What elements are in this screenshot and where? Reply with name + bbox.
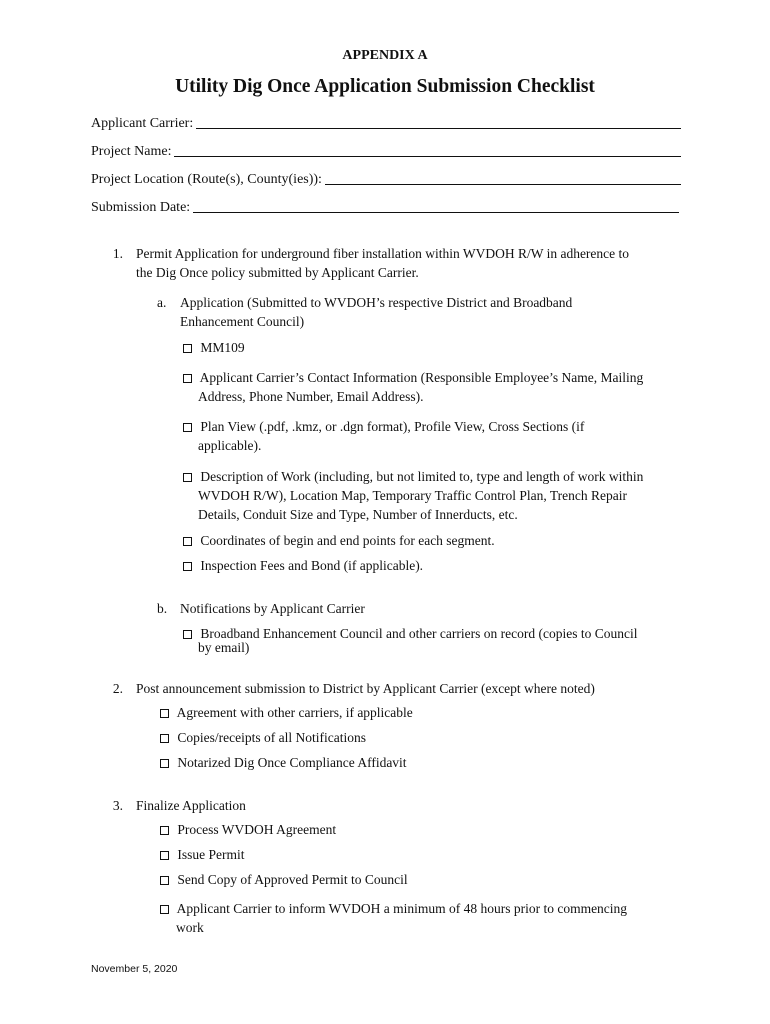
checklist-item-label: Copies/receipts of all Notifications <box>177 730 366 745</box>
submission-date-line[interactable] <box>193 211 679 213</box>
checklist-item-plan-view[interactable] <box>183 417 584 436</box>
checklist-item-copies-receipts[interactable] <box>160 728 366 747</box>
checkbox-icon[interactable] <box>183 374 192 383</box>
checkbox-icon[interactable] <box>160 851 169 860</box>
checklist-item-send-copy[interactable] <box>160 870 408 889</box>
checklist-item-label: Process WVDOH Agreement <box>177 822 337 837</box>
checkbox-icon[interactable] <box>183 630 192 639</box>
checklist-item-label: Coordinates of begin and end points for each segment. <box>200 533 495 548</box>
checklist-item-label: Send Copy of Approved Permit to Council <box>177 872 408 887</box>
project-location-label: Project Location (Route(s), County(ies)): <box>91 172 322 187</box>
checklist-item-mm109[interactable] <box>183 338 245 357</box>
applicant-carrier-line[interactable] <box>196 127 681 129</box>
checklist-item-continuation: by email) <box>198 640 250 655</box>
submission-date-field[interactable] <box>91 196 679 216</box>
checkbox-icon[interactable] <box>160 759 169 768</box>
checkbox-icon[interactable] <box>160 734 169 743</box>
section-1-line-2: the Dig Once policy submitted by Applicant Carrier. <box>136 265 419 280</box>
checklist-item-label: Broadband Enhancement Council and other carriers on record (copies to Council <box>200 626 638 641</box>
checklist-item-continuation: WVDOH R/W), Location Map, Temporary Traffic Control Plan, Trench Repair <box>198 488 627 503</box>
section-1a-line-1: Application (Submitted to WVDOH’s respective District and Broadband <box>180 295 573 310</box>
checklist-item-label: Applicant Carrier’s Contact Information (Responsible Employee’s Name, Mailing <box>199 370 644 385</box>
checklist-item-broadband-council[interactable] <box>183 624 637 643</box>
section-1-number: 1. <box>112 246 123 261</box>
checkbox-icon[interactable] <box>183 473 192 482</box>
section-1b-letter: b. <box>157 601 168 616</box>
project-name-field[interactable] <box>91 140 681 160</box>
appendix-label: APPENDIX A <box>342 48 428 63</box>
checklist-item-label: Inspection Fees and Bond (if applicable). <box>200 558 424 573</box>
checkbox-icon[interactable] <box>160 905 169 914</box>
section-2-line-1: Post announcement submission to District by Applicant Carrier (except where noted) <box>136 681 595 696</box>
checkbox-icon[interactable] <box>183 537 192 546</box>
section-3-number: 3. <box>112 798 123 813</box>
applicant-carrier-field[interactable] <box>91 112 681 132</box>
checklist-item-inspection-fees[interactable] <box>183 556 423 575</box>
checkbox-icon[interactable] <box>183 562 192 571</box>
footer-date: November 5, 2020 <box>91 963 178 975</box>
project-location-line[interactable] <box>325 183 681 185</box>
submission-date-label: Submission Date: <box>91 200 191 215</box>
checklist-item-agreement-carriers[interactable] <box>160 703 413 722</box>
checklist-item-label: Applicant Carrier to inform WVDOH a minimum of 48 hours prior to commencing <box>176 901 628 916</box>
checkbox-icon[interactable] <box>160 826 169 835</box>
checklist-item-label: MM109 <box>200 340 245 355</box>
checklist-item-notarized-affidavit[interactable] <box>160 753 407 772</box>
project-name-label: Project Name: <box>91 144 172 159</box>
page-title: Utility Dig Once Application Submission Checklist <box>175 76 595 97</box>
checkbox-icon[interactable] <box>160 709 169 718</box>
section-3-line-1: Finalize Application <box>136 798 246 813</box>
checklist-item-issue-permit[interactable] <box>160 845 245 864</box>
checklist-item-contact-info[interactable] <box>183 368 643 387</box>
checkbox-icon[interactable] <box>183 344 192 353</box>
checklist-item-coordinates[interactable] <box>183 531 495 550</box>
section-2-number: 2. <box>112 681 123 696</box>
checklist-item-continuation: applicable). <box>198 438 262 453</box>
section-1a-line-2: Enhancement Council) <box>180 314 305 329</box>
checklist-item-continuation: Address, Phone Number, Email Address). <box>198 389 424 404</box>
section-1a-letter: a. <box>157 295 167 310</box>
applicant-carrier-label: Applicant Carrier: <box>91 116 194 131</box>
checklist-item-label: Notarized Dig Once Compliance Affidavit <box>177 755 407 770</box>
checkbox-icon[interactable] <box>160 876 169 885</box>
checklist-item-label: Issue Permit <box>177 847 245 862</box>
checkbox-icon[interactable] <box>183 423 192 432</box>
section-1b-line-1: Notifications by Applicant Carrier <box>180 601 365 616</box>
checklist-item-label: Description of Work (including, but not limited to, type and length of work within <box>200 469 644 484</box>
project-location-field[interactable] <box>91 168 681 188</box>
checklist-item-process-agreement[interactable] <box>160 820 336 839</box>
section-1-line-1: Permit Application for underground fiber installation within WVDOH R/W in adherence to <box>136 246 630 261</box>
checklist-item-inform-wvdoh[interactable] <box>160 899 627 918</box>
checklist-item-description-of-work[interactable] <box>183 467 643 486</box>
checklist-item-continuation: Details, Conduit Size and Type, Number of Innerducts, etc. <box>198 507 518 522</box>
project-name-line[interactable] <box>174 155 681 157</box>
checklist-item-label: Agreement with other carriers, if applicable <box>176 705 413 720</box>
checklist-item-continuation: work <box>176 920 204 935</box>
checklist-item-label: Plan View (.pdf, .kmz, or .dgn format), Profile View, Cross Sections (if <box>200 419 585 434</box>
